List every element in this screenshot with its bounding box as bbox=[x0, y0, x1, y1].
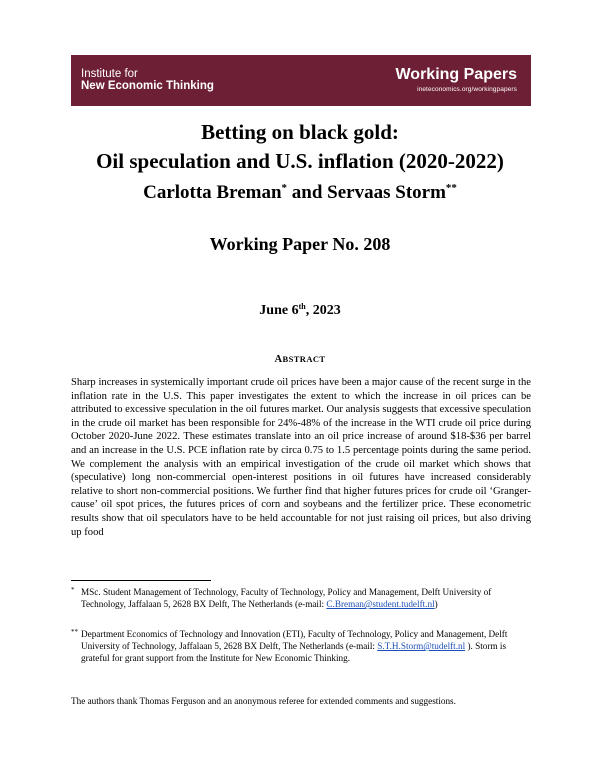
paper-title-line1: Betting on black gold: bbox=[201, 120, 399, 144]
footnote-2-email-link[interactable]: S.T.H.Storm@tudelft.nl bbox=[377, 641, 466, 652]
date-rest: , 2023 bbox=[305, 303, 341, 318]
footnote-1-text: MSc. Student Management of Technology, Faculty of Technology, Policy and Management, Delft University of Technology, Jaffalaan 5, 2628 BX Delft, The Netherlands (e-mail: bbox=[81, 587, 492, 610]
author-2: Servaas Storm bbox=[327, 182, 446, 203]
footnote-1-email-link[interactable]: C.Breman@student.tudelft.nl bbox=[326, 599, 435, 610]
publication-date bbox=[0, 302, 600, 320]
footnote-1 bbox=[71, 586, 531, 610]
author-connector: and bbox=[287, 182, 328, 203]
author-1-mark: * bbox=[281, 182, 288, 194]
author-2-mark: ** bbox=[445, 182, 457, 194]
series-title: Working Papers bbox=[395, 66, 517, 83]
footnote-2-text: Department Economics of Technology and Innovation (ETI), Faculty of Technology, Policy and Management, Delft University of Technology, Jaffalaan 5, 2628 BX Delft, The Netherlands (e-mail: bbox=[81, 629, 508, 652]
date-prefix: June 6 bbox=[259, 303, 299, 318]
institute-line1: Institute for bbox=[81, 68, 138, 80]
author-1: Carlotta Breman bbox=[143, 182, 282, 203]
footnote-1-after: ) bbox=[434, 599, 438, 610]
institute-line2: New Economic Thinking bbox=[81, 80, 214, 92]
working-paper-number: Working Paper No. 208 bbox=[209, 234, 391, 254]
footnote-2-after: ). Storm is grateful for grant support from the Institute for New Economic Thinking. bbox=[81, 641, 507, 664]
paper-title-line2: Oil speculation and U.S. inflation (2020-2022) bbox=[96, 149, 504, 173]
series-url: ineteconomics.org/workingpapers bbox=[417, 86, 517, 93]
authors bbox=[0, 182, 600, 204]
footnote-2-mark: ** bbox=[71, 628, 78, 636]
date-suffix: th bbox=[298, 302, 306, 311]
abstract-heading bbox=[0, 354, 600, 365]
abstract-heading-initial: A bbox=[274, 354, 283, 365]
acknowledgements: The authors thank Thomas Ferguson and an anonymous referee for extended comments and suggestions. bbox=[71, 696, 456, 706]
abstract-body: Sharp increases in systemically important crude oil prices have been a major cause of the recent surge in the inflation rate in the U.S. This paper investigates the extent to which the increase in oil prices can be attributed to excessive speculation in the oil futures market. Our analysis suggests that excessive speculation in the crude oil market has been responsible for 24%-48% of the increase in the WTI crude oil price during October 2020-June 2022. These estimates translate into an oil price increase of around $18-$36 per barrel and an increase in the U.S. PCE inflation rate by circa 0.75 to 1.5 percentage points during the same period. We complement the analysis with an empirical investigation of the crude oil market which shows that (speculative) long non-commercial open-interest positions in oil futures have increased considerably relative to short non-commercial positions. We further find that higher futures prices for crude oil ‘Granger-cause’ oil spot prices, the futures prices of corn and soybeans and the fertilizer price. These econometric results show that oil speculators have to be held accountable for not just raising oil prices, but also driving up food bbox=[71, 377, 531, 538]
footnote-2 bbox=[71, 628, 531, 665]
footnote-1-mark: * bbox=[71, 586, 75, 594]
abstract-heading-rest: BSTRACT bbox=[282, 354, 326, 364]
footnote-divider bbox=[71, 580, 211, 581]
ine-banner bbox=[71, 55, 531, 106]
